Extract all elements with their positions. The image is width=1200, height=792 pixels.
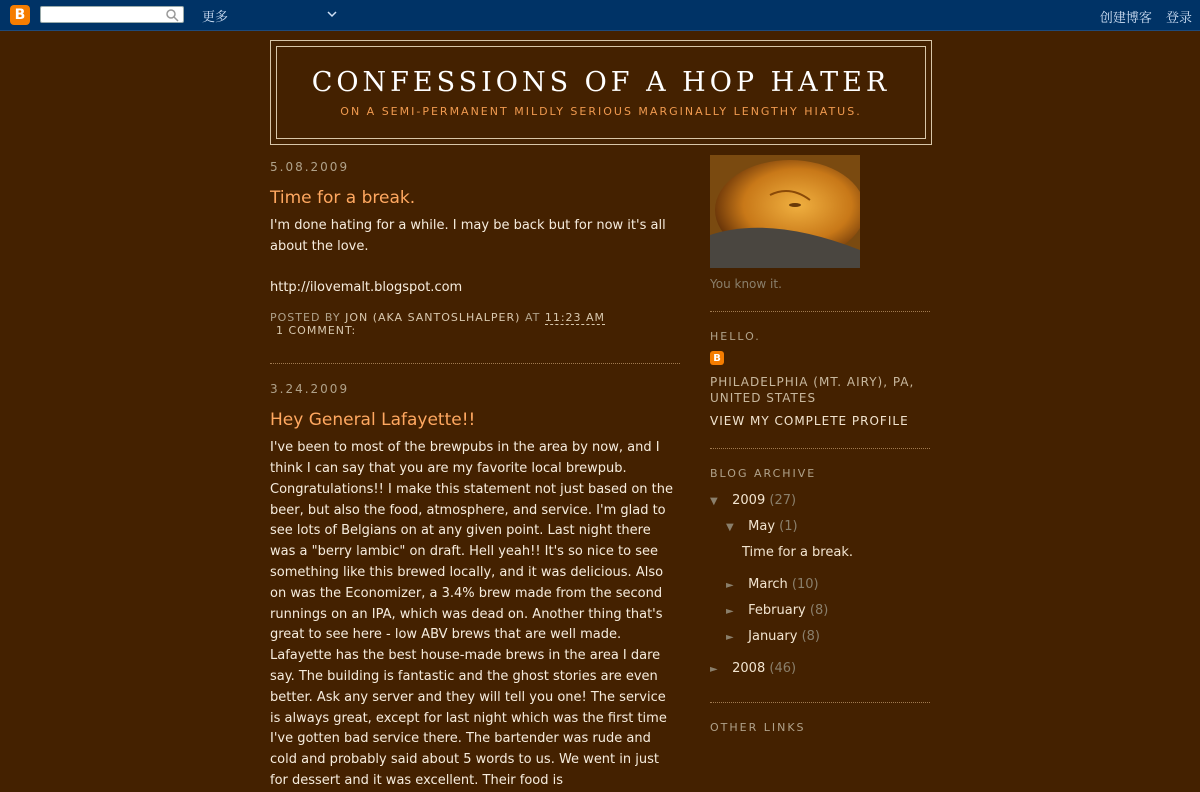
comments-link[interactable]: 1 COMMENT: — [276, 324, 357, 338]
triangle-down-icon[interactable]: ▼ — [726, 522, 734, 533]
post-link[interactable]: http://ilovemalt.blogspot.com — [270, 280, 463, 296]
blog-title[interactable]: CONFESSIONS OF A HOP HATER — [311, 67, 891, 98]
photo-caption: You know it. — [710, 277, 782, 291]
archive-month-label[interactable]: March — [748, 577, 788, 592]
archive-month-january[interactable] — [710, 624, 930, 650]
blog-description: ON A SEMI-PERMANENT MILDLY SERIOUS MARGINALLY LENGTHY HIATUS. — [340, 105, 862, 118]
post — [270, 160, 680, 337]
archive-count: (8) — [809, 603, 829, 618]
navbar-links — [1090, 7, 1192, 26]
archive-count: (1) — [779, 519, 798, 534]
archive-count: (8) — [801, 629, 820, 644]
post-divider — [270, 363, 680, 364]
sleeping-cat-photo — [710, 155, 860, 268]
archive-month-label[interactable]: January — [748, 629, 798, 644]
create-blog-link[interactable]: 创建博客 — [1099, 11, 1152, 26]
posted-by-label: POSTED BY — [270, 311, 341, 325]
archive-count: (27) — [769, 493, 797, 508]
post-time-link[interactable]: 11:23 AM — [544, 311, 606, 325]
archive-count: (46) — [769, 661, 797, 676]
main-column — [270, 160, 680, 792]
post-date: 3.24.2009 — [270, 382, 350, 397]
sidebar-divider — [710, 702, 930, 703]
archive-count: (10) — [791, 577, 819, 592]
archive-month-label[interactable]: May — [748, 519, 776, 534]
search-input[interactable] — [40, 6, 184, 23]
triangle-down-icon[interactable]: ▼ — [710, 496, 718, 507]
archive-year-2009[interactable] — [710, 488, 930, 514]
login-link[interactable]: 登录 — [1165, 11, 1192, 26]
profile-location: PHILADELPHIA (MT. AIRY), PA, UNITED STATES — [710, 375, 915, 405]
post-author[interactable]: JON (AKA SANTOSLHALPER) — [345, 311, 521, 325]
hello-heading: HELLO. — [710, 330, 761, 343]
archive-month-february[interactable] — [710, 598, 930, 624]
post-body — [270, 216, 680, 299]
archive-year-label[interactable]: 2008 — [732, 661, 766, 676]
triangle-right-icon[interactable]: ► — [726, 606, 734, 617]
blogger-navbar — [0, 0, 1200, 31]
post — [270, 382, 680, 792]
post-date: 5.08.2009 — [270, 160, 350, 174]
sidebar-divider — [710, 311, 930, 312]
triangle-right-icon[interactable]: ► — [726, 580, 734, 591]
archive-heading: BLOG ARCHIVE — [710, 467, 817, 480]
more-menu[interactable]: 更多 — [202, 10, 229, 25]
search-icon[interactable] — [165, 8, 179, 22]
chevron-down-icon[interactable] — [326, 8, 338, 20]
other-links-heading: OTHER LINKS — [710, 721, 806, 734]
post-title[interactable]: Hey General Lafayette!! — [270, 410, 476, 431]
triangle-right-icon[interactable]: ► — [710, 664, 718, 675]
blogger-profile-icon[interactable]: B — [710, 351, 724, 365]
at-label: AT — [524, 311, 541, 325]
post-text: I'm done hating for a while. I may be back but for now it's all about the love. — [270, 218, 666, 254]
blogger-logo-icon[interactable]: B — [10, 5, 30, 25]
post-footer — [270, 311, 680, 324]
post-body: I've been to most of the brewpubs in the area by now, and I think I can say that you are my favorite local brewpub. Congratulations!! I make this statement not just based on the beer, but also the food, atmosphere, and service. I'm glad to see lots of Belgians on at any given point. Last night there was a "berry lambic" on draft. Hell yeah!! It's so nice to see something like this brewed locally, and it was delicious. Also on was the Economizer, a 3.4% brew made from the second runnings on an IPA, which was dead on. Another thing that's great to see here - low ABV brews that are well made. Lafayette has the best house-made brews in the area I dare say. The building is fantastic and the ghost stories are even better. Ask any server and they will tell you one! The service is always great, except for last night which was the first time I've gotten bad service there. The bartender was rude and cold and probably said about 5 words to us. We went in just for dessert and it was excellent. Their food is — [270, 440, 673, 788]
archive-year-2008[interactable] — [710, 656, 930, 682]
archive-year-label[interactable]: 2009 — [732, 493, 766, 508]
archive-month-march[interactable] — [710, 572, 930, 598]
archive-month-label[interactable]: February — [748, 603, 806, 618]
sidebar — [710, 155, 930, 734]
archive-post-link[interactable]: Time for a break. — [742, 545, 853, 560]
view-profile-link[interactable]: VIEW MY COMPLETE PROFILE — [710, 414, 909, 428]
sidebar-divider — [710, 448, 930, 449]
blog-header — [270, 40, 932, 145]
triangle-right-icon[interactable]: ► — [726, 632, 734, 643]
post-title[interactable]: Time for a break. — [270, 188, 416, 208]
archive-month-may[interactable] — [710, 514, 930, 540]
